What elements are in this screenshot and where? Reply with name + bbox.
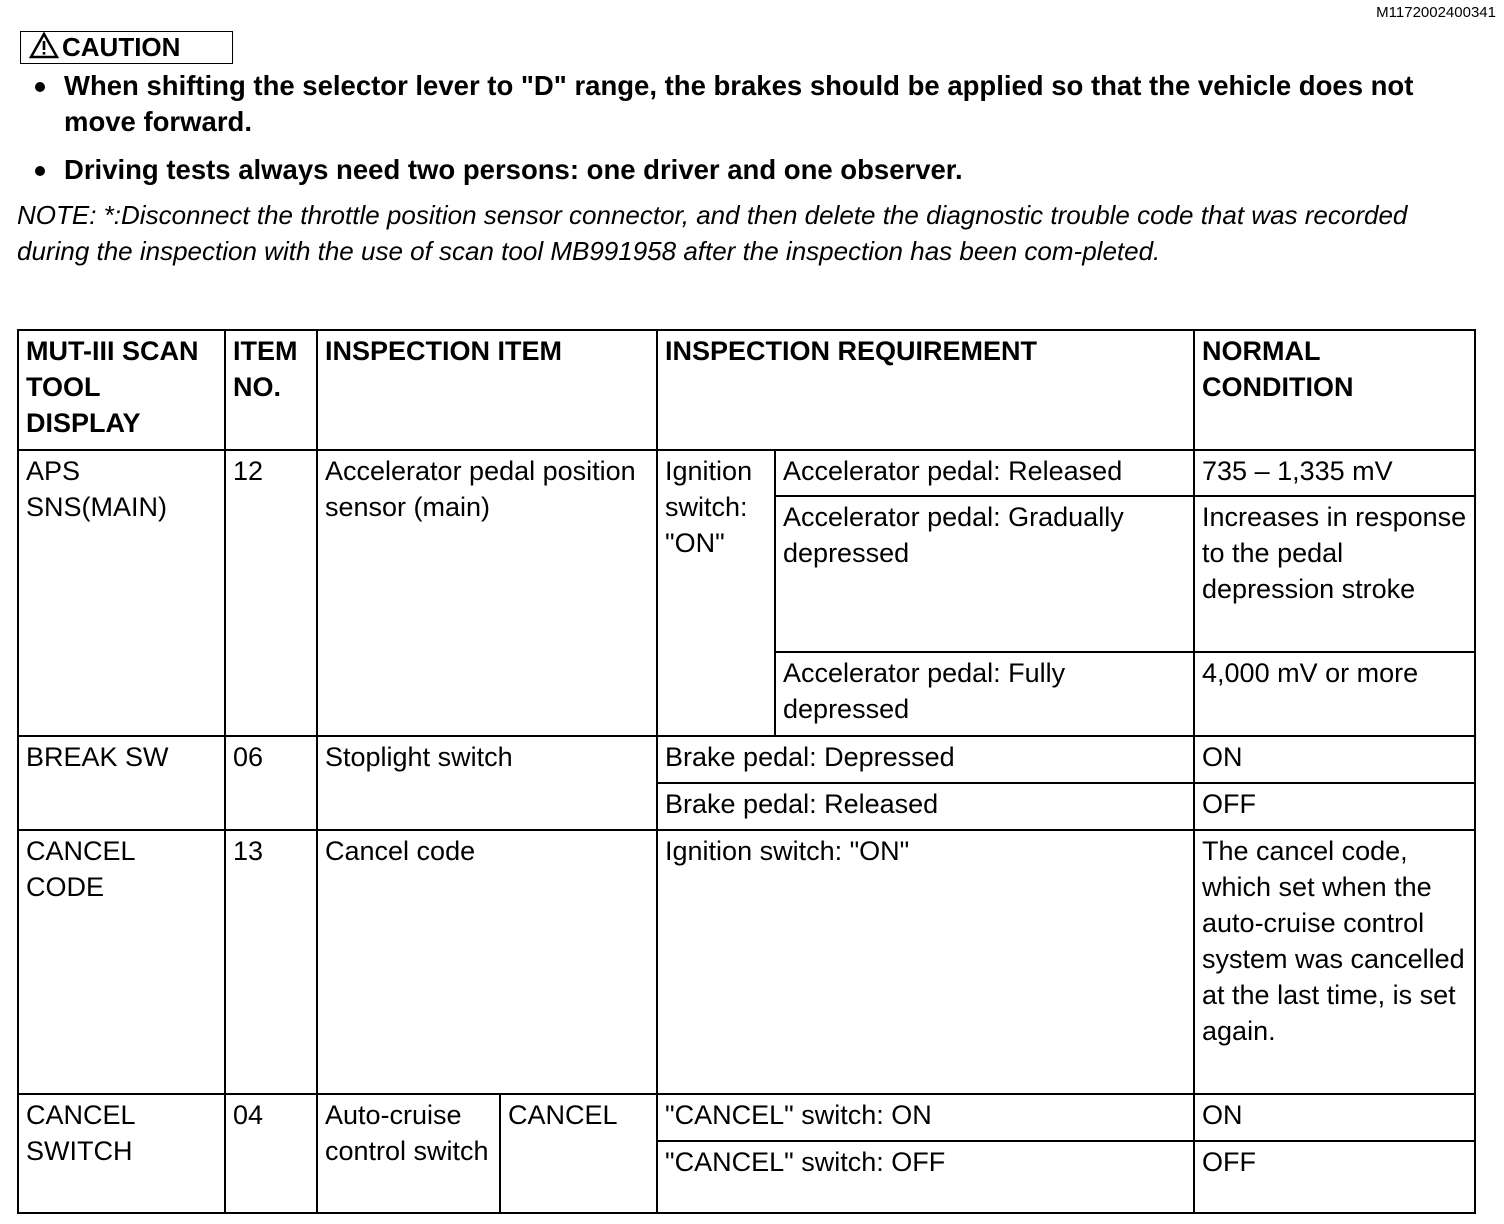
caution-item: When shifting the selector lever to "D" range, the brakes should be applied so that the vehicle does not move forward.	[28, 68, 1468, 140]
cell-normal: 4,000 mV or more	[1194, 652, 1475, 736]
cell-requirement: Accelerator pedal: Fully depressed	[775, 652, 1194, 736]
note-text: NOTE: *:Disconnect the throttle position sensor connector, and then delete the diagnostic trouble code that was recorded during the inspection with the use of scan tool MB991958 after the inspection has been com-pleted.	[17, 200, 1408, 266]
header-requirement: INSPECTION REQUIREMENT	[657, 330, 1194, 450]
document-id: M1172002400341	[1376, 4, 1496, 21]
cell-requirement: Brake pedal: Depressed	[657, 736, 1194, 783]
cell-requirement: "CANCEL" switch: ON	[657, 1094, 1194, 1141]
cell-requirement: Brake pedal: Released	[657, 783, 1194, 830]
cell-normal: OFF	[1194, 783, 1475, 830]
header-display: MUT-III SCAN TOOL DISPLAY	[18, 330, 225, 450]
cell-display: CANCEL SWITCH	[18, 1094, 225, 1213]
header-item-no: ITEM NO.	[225, 330, 317, 450]
header-item: INSPECTION ITEM	[317, 330, 657, 450]
caution-text: CAUTION	[62, 32, 181, 62]
cell-normal: Increases in response to the pedal depression stroke	[1194, 496, 1475, 652]
table-row	[18, 736, 1475, 783]
cell-normal: ON	[1194, 1094, 1475, 1141]
inspection-table	[17, 329, 1476, 1214]
cell-sub-item: CANCEL	[500, 1094, 657, 1213]
cell-normal: OFF	[1194, 1141, 1475, 1213]
cell-requirement: Accelerator pedal: Gradually depressed	[775, 496, 1194, 652]
cell-item: Cancel code	[317, 830, 657, 1094]
bullet-icon	[35, 166, 45, 176]
cell-display: APS SNS(MAIN)	[18, 450, 225, 736]
cell-item: Accelerator pedal position sensor (main)	[317, 450, 657, 736]
cell-normal: ON	[1194, 736, 1475, 783]
header-normal: NORMAL CONDITION	[1194, 330, 1475, 450]
cell-requirement: Accelerator pedal: Released	[775, 450, 1194, 496]
cell-requirement: Ignition switch: "ON"	[657, 830, 1194, 1094]
caution-list	[28, 68, 1468, 200]
table-row	[18, 830, 1475, 1094]
table-row	[18, 1094, 1475, 1141]
cell-item: Stoplight switch	[317, 736, 657, 830]
cell-item: Auto-cruise control switch	[317, 1094, 500, 1213]
cell-item-no: 06	[225, 736, 317, 830]
table-row	[18, 450, 1475, 496]
cell-display: BREAK SW	[18, 736, 225, 830]
cell-item-no: 13	[225, 830, 317, 1094]
cell-normal: The cancel code, which set when the auto-cruise control system was cancelled at the last time, is set again.	[1194, 830, 1475, 1094]
cell-condition: Ignition switch: "ON"	[657, 450, 775, 736]
table-header-row	[18, 330, 1475, 450]
cell-item-no: 04	[225, 1094, 317, 1213]
caution-item: Driving tests always need two persons: one driver and one observer.	[28, 152, 1468, 188]
cell-display: CANCEL CODE	[18, 830, 225, 1094]
bullet-icon	[35, 82, 45, 92]
cell-item-no: 12	[225, 450, 317, 736]
caution-label	[20, 31, 233, 64]
cell-requirement: "CANCEL" switch: OFF	[657, 1141, 1194, 1213]
cell-normal: 735 – 1,335 mV	[1194, 450, 1475, 496]
warning-triangle-icon	[29, 32, 59, 59]
